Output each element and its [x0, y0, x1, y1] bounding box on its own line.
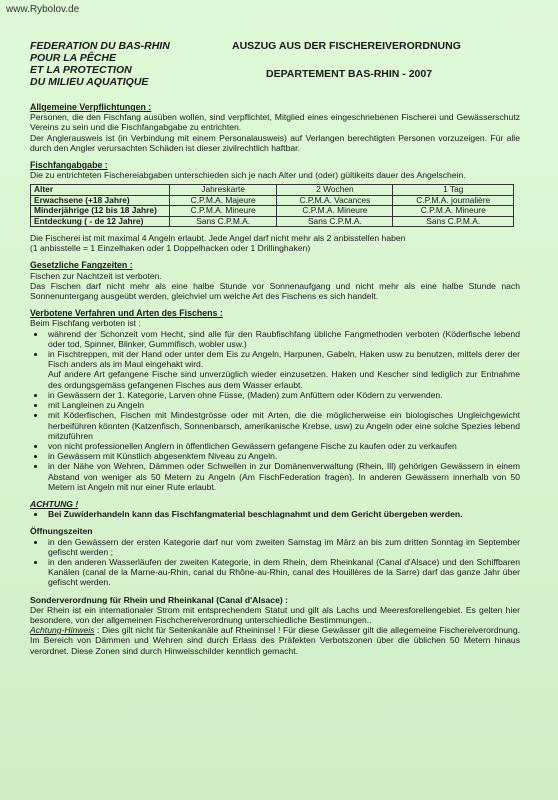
- table-row: [31, 216, 514, 226]
- hinweis-label: Achtung-Hinweis: [30, 625, 95, 636]
- list-item: • mit Köderfischen, Fischen mit Mindestgrösse oder mit Arten, die die möglicherweise ein biologisches Ungleichgewicht herbeiführen könnten (Katzenfisch, Sonnenbarsch, amerikanische Krebse, usw) zu Angeln oder eine solche Spezies lebend mitzuführen: [46, 410, 520, 441]
- table-cell: C.P.M.A. Mineure: [393, 206, 514, 216]
- list-item: • in der Nähe von Wehren, Dämmen oder Schwellen in zur Domänenverwaltung (Rhein, Ill) gehörigen Gewässern in einem Abstand von weniger als 50 Metern zu Angeln (Am FischFederation fragen). In anderen Gewässern innerhalb von 50 Metern ist Angeln mit nur einer Rute erlaubt.: [46, 461, 520, 492]
- table-cell: C.P.M.A. Mineure: [277, 206, 393, 216]
- paragraph: Personen, die den Fischfang ausüben wollen, sind verpflichtet, Mitglied eines eingeschriebenen Fischerei und Gewässerschutz Vereins zu sein und die Fischfangabgabe zu entrichten.: [30, 112, 520, 133]
- document-subtitle: DEPARTEMENT BAS-RHIN - 2007: [266, 68, 433, 80]
- watermark: www.Rybolov.de: [6, 4, 80, 15]
- federation-name: [30, 40, 230, 88]
- paragraph: Der Rhein ist ein internationaler Strom mit entsprechendem Statut und gilt als Lachs und Meeresforellengebiet. Es gelten hier besondere, von der allgemeinen Fischchereiverordnung unterschiedliche Bestimmungen..: [30, 604, 520, 625]
- section-title: Fischfangabgabe :: [30, 160, 108, 171]
- table-cell: Entdeckung ( - de 12 Jahre): [31, 216, 170, 226]
- section-title: Gesetzliche Fangzeiten :: [30, 260, 133, 271]
- paragraph: Der Anglerausweis ist (in Verbindung mit einem Personalausweis) auf Verlangen berechtigten Personen vorzuzeigen. Für alle durch den Angler verursachten Schäden ist dieser zivilrechtlich haftbar.: [30, 132, 520, 153]
- list-item: • in Gewässern mit Künstlich abgesenktem Niveau zu Angeln.: [46, 451, 520, 461]
- list-item: • Bei Zuwiderhandeln kann das Fischfangmaterial beschlagnahmt und dem Gericht übergeben werden.: [46, 509, 520, 519]
- federation-line: FEDERATION DU BAS-RHIN: [30, 40, 170, 52]
- section-oeffnung: [30, 526, 520, 587]
- section-title: Allgemeine Verpflichtungen :: [30, 102, 152, 112]
- warning-title: ACHTUNG !: [30, 498, 79, 509]
- table-header: Alter: [31, 185, 170, 195]
- prohibited-list: [30, 329, 520, 370]
- table-row: [31, 206, 514, 216]
- paragraph: Die zu entrichteten Fischereiabgaben unterschieden sich je nach Alter und (oder) gültikeits dauer des Angelschein.: [30, 170, 466, 181]
- table-cell: C.P.M.A. Mineure: [170, 206, 277, 216]
- table-cell: C.P.M.A. Majeure: [170, 195, 277, 205]
- document-body: [30, 102, 520, 663]
- federation-line: DU MILIEU AQUATIQUE: [30, 76, 149, 88]
- paragraph: Fischen zur Nachtzeit ist verboten.: [30, 270, 162, 281]
- list-item: • während der Schonzeit vom Hecht, sind alle für den Raubfischfang übliche Fangmethoden verboten (Köderfische lebend oder tod, Spinner, Blinker, Gummifisch, wobler usw.): [46, 329, 520, 349]
- table-row: [31, 195, 514, 205]
- section-title: Öffnungszeiten: [30, 526, 93, 537]
- table-cell: C.P.M.A. Vacances: [277, 195, 393, 205]
- table-cell: Sans C.P.M.A.: [277, 216, 393, 226]
- section-verbotene: [30, 308, 520, 492]
- table-cell: Sans C.P.M.A.: [170, 216, 277, 226]
- paragraph: (1 anbisstelle = 1 Einzelhaken oder 1 Doppelhacken oder 1 Drillinghaken): [30, 243, 311, 254]
- table-header: 2 Wochen: [277, 185, 393, 195]
- section-title: Sonderverordnung für Rhein und Rheinkanal (Canal d'Alsace) :: [30, 594, 288, 605]
- warning-list: [30, 509, 520, 519]
- section-title: Verbotene Verfahren und Arten des Fischens :: [30, 308, 223, 319]
- section-sonder: [30, 595, 520, 656]
- prohibited-list: [30, 390, 520, 492]
- paragraph: Das Fischen darf nicht mehr als eine halbe Stunde vor Sonnenaufgang und nicht mehr als eine halbe Stunde nach Sonnenuntergang ausgeübt werden, gleichviel um welche Art des Fischens es sich handelt.: [30, 280, 520, 302]
- list-item: • von nicht professionellen Anglern in öffentlichen Gewässern gefangene Fische zu kaufen oder zu verkaufen: [46, 441, 520, 451]
- federation-line: ET LA PROTECTION: [30, 64, 132, 76]
- opening-list: [30, 537, 520, 588]
- list-item: • mit Langleinen zu Angeln: [46, 400, 520, 410]
- section-abgabe: [30, 160, 520, 253]
- table-header-row: [31, 185, 514, 195]
- table-cell: C.P.M.A. journalière: [393, 195, 514, 205]
- paragraph: Die Fischerei ist mit maximal 4 Angeln erlaubt. Jede Angel darf nicht mehr als 2 anbisstellen haben: [30, 233, 406, 244]
- paragraph: [30, 625, 520, 656]
- list-item: • in Fischtreppen, mit der Hand oder unter dem Eis zu Angeln, Harpunen, Gabeln, Haken usw zu benutzen, mittels derer der Fisch anders als im Maul eingehakt wird.: [46, 349, 520, 369]
- fee-table: [30, 184, 514, 227]
- section-achtung: [30, 499, 520, 519]
- table-cell: Sans C.P.M.A.: [393, 216, 514, 226]
- list-item: • in Gewässern der 1. Kategorie, Larven ohne Füsse, (Maden) zum Anfüttern oder Ködern zu verwenden.: [46, 390, 520, 400]
- federation-line: POUR LA PÊCHE: [30, 52, 116, 64]
- paragraph: Beim Fischfang verboten ist :: [30, 318, 141, 329]
- section-fangzeiten: [30, 260, 520, 301]
- list-item: • in den anderen Wasserläufen der zweiten Kategorie, in dem Rhein, dem Rheinkanal (Canal d'Alsace) und den Schiffbaren Kanälen (canal de la Marne-au-Rhin, canal du Rhône-au-Rhin, canal des Houillères de la Sarre) darf das ganze Jahr über gefischt werden.: [46, 557, 520, 588]
- table-header: Jahreskarte: [170, 185, 277, 195]
- table-cell: Erwachsene (+18 Jahre): [31, 195, 170, 205]
- section-allgemein: [30, 102, 520, 153]
- hinweis-text: : Dies gilt nicht für Seitenkanäle auf Rheininsel ! Für diese Gewässer gilt die allegemeine Fischereiverordnung. Im Bereich von Dämmen und Wehren sind durch Erlass des Präfekten Verbotszonen über die üblichen 50 Metern hinaus verordnet. Diese Zonen sind durch Hinweisschilder kenntlich gemacht.: [30, 625, 520, 656]
- paragraph: Auf andere Art gefangene Fische sind unverzüglich wieder einzusetzen. Haken und Kescher sind lediglich zur Entnahme des ordungsgemäss gefangenen Fisches aus dem Wasser erlaubt.: [48, 369, 520, 390]
- table-cell: Minderjährige (12 bis 18 Jahre): [31, 206, 170, 216]
- table-header: 1 Tag: [393, 185, 514, 195]
- list-item: • in den Gewässern der ersten Kategorie darf nur vom zweiten Samstag im März an bis zum dritten Sonntag im September gefischt werden ;: [46, 537, 520, 557]
- document-title: AUSZUG AUS DER FISCHEREIVERORDNUNG: [232, 40, 461, 52]
